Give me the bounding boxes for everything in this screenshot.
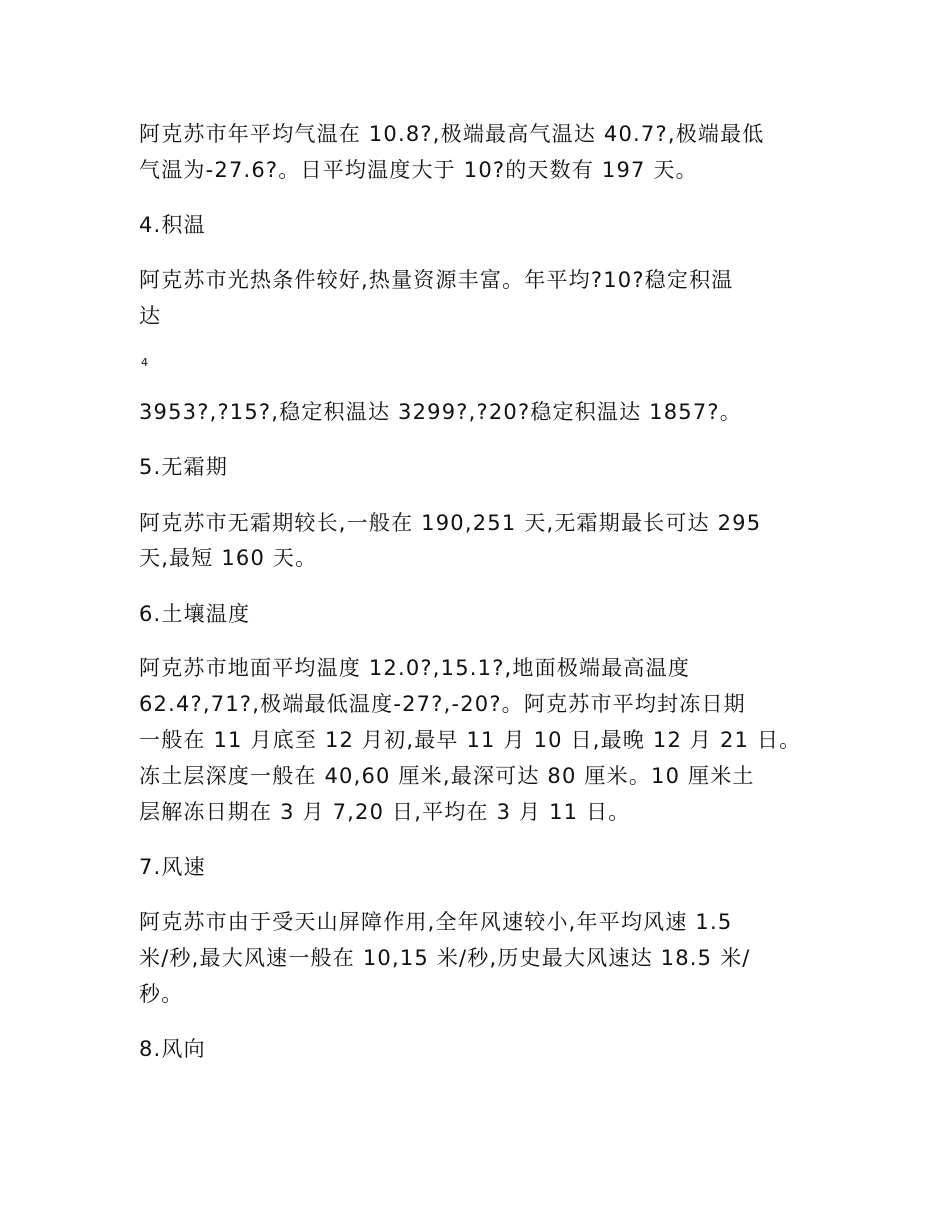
paragraph-line: 天,最短 160 天。: [139, 546, 318, 570]
section-heading: 8.风向: [139, 1037, 206, 1061]
page-number: 4: [141, 356, 148, 369]
section-heading: 4.积温: [139, 213, 206, 237]
paragraph-line: 冻土层深度一般在 40,60 厘米,最深可达 80 厘米。10 厘米土: [139, 764, 755, 788]
paragraph-line: 阿克苏市地面平均温度 12.0?,15.1?,地面极端最高温度: [139, 656, 691, 680]
paragraph-line: 阿克苏市年平均气温在 10.8?,极端最高气温达 40.7?,极端最低: [139, 122, 765, 146]
section-heading: 7.风速: [139, 855, 206, 879]
paragraph-line: 62.4?,71?,极端最低温度-27?,-20?。阿克苏市平均封冻日期: [139, 692, 746, 716]
paragraph-line: 阿克苏市无霜期较长,一般在 190,251 天,无霜期最长可达 295: [139, 511, 762, 535]
paragraph-line: 阿克苏市由于受天山屏障作用,全年风速较小,年平均风速 1.5: [139, 910, 733, 934]
paragraph-line: 层解冻日期在 3 月 7,20 日,平均在 3 月 11 日。: [139, 800, 631, 824]
paragraph-line: 气温为-27.6?。日平均温度大于 10?的天数有 197 天。: [139, 158, 698, 182]
paragraph-line: 米/秒,最大风速一般在 10,15 米/秒,历史最大风速达 18.5 米/: [139, 946, 751, 970]
paragraph-line: 3953?,?15?,稳定积温达 3299?,?20?稳定积温达 1857?。: [139, 400, 742, 424]
section-heading: 5.无霜期: [139, 455, 229, 479]
paragraph-line: 阿克苏市光热条件较好,热量资源丰富。年平均?10?稳定积温: [139, 268, 734, 292]
section-heading: 6.土壤温度: [139, 602, 251, 626]
paragraph-line: 达: [139, 304, 162, 328]
paragraph-line: 秒。: [139, 982, 184, 1006]
paragraph-line: 一般在 11 月底至 12 月初,最早 11 月 10 日,最晚 12 月 21 日。: [139, 728, 802, 752]
